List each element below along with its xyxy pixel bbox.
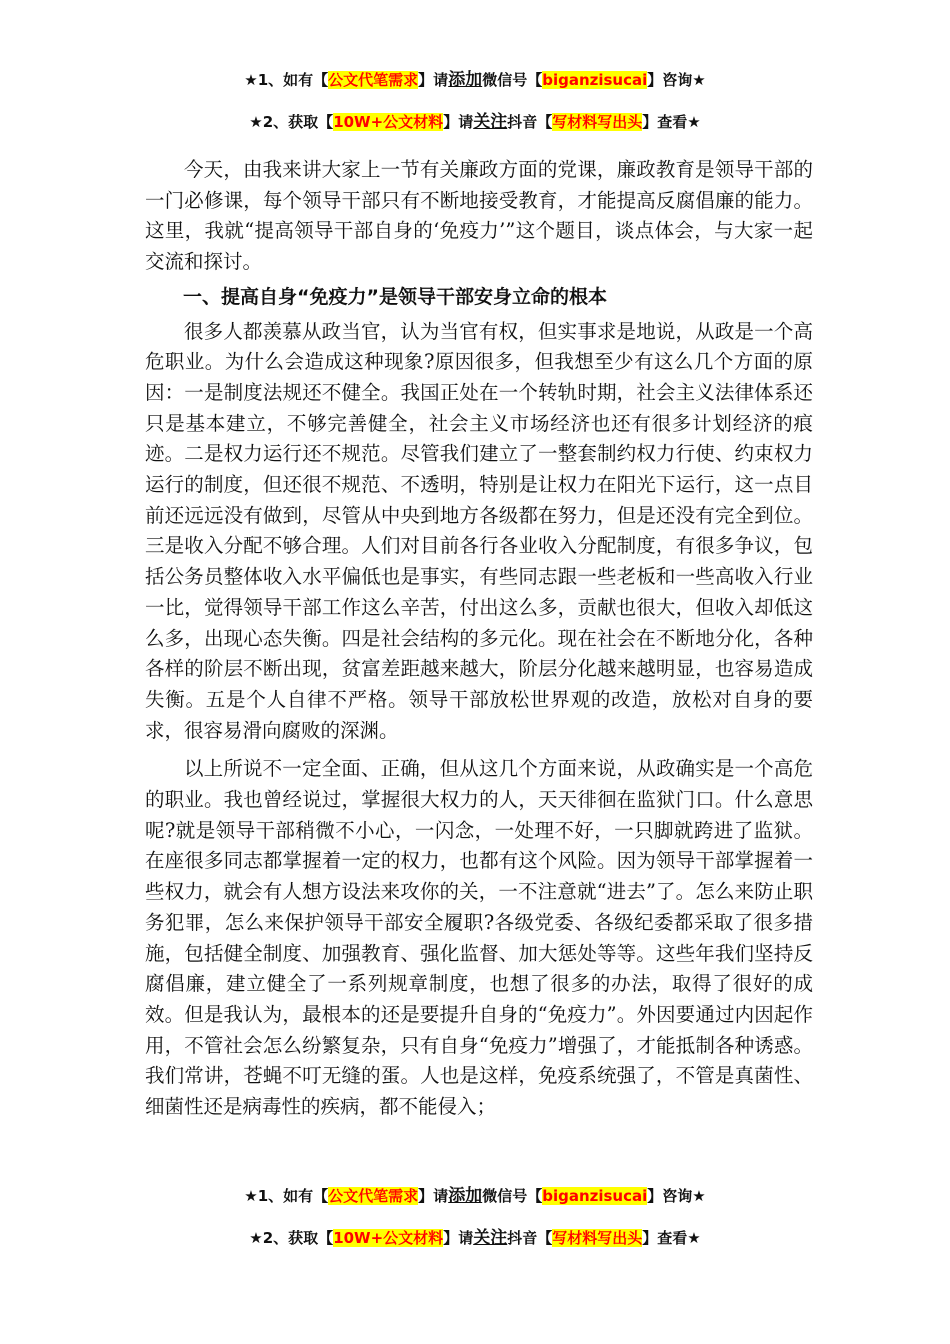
banner-text: 】请 — [418, 71, 449, 89]
banner-text: 】请 — [418, 1187, 449, 1205]
banner-highlight-wechat-id: biganzisucai — [542, 71, 648, 89]
top-banner-line-2 — [0, 110, 950, 134]
banner-text: 抖音【 — [507, 113, 553, 131]
banner-text: ★1、如有【 — [244, 71, 329, 89]
banner-text: 】查看★ — [642, 1229, 701, 1247]
banner-text: 】咨询★ — [647, 71, 706, 89]
banner-text: ★2、获取【 — [249, 1229, 334, 1247]
bottom-banner-line-2 — [0, 1226, 950, 1250]
banner-highlight-douyin-name: 写材料写出头 — [552, 113, 643, 131]
banner-text: ★2、获取【 — [249, 113, 334, 131]
banner-highlight-douyin-name: 写材料写出头 — [552, 1229, 643, 1247]
banner-highlight: 公文代笔需求 — [328, 71, 419, 89]
banner-text: 】咨询★ — [647, 1187, 706, 1205]
paragraph-intro: 今天，由我来讲大家上一节有关廉政方面的党课，廉政教育是领导干部的一门必修课，每个领导干部只有不断地接受教育，才能提高反腐倡廉的能力。这里，我就“提高领导干部自身的‘免疫力’”这个题目，谈点体会，与大家一起交流和探讨。 — [145, 158, 813, 274]
banner-underline-text: 添加 — [448, 1186, 483, 1206]
banner-underline-text: 关注 — [473, 112, 508, 132]
paragraph-causes: 很多人都羡慕从政当官，认为当官有权，但实事求是地说，从政是一个高危职业。为什么会造成这种现象?原因很多，但我想至少有这么几个方面的原因：一是制度法规还不健全。我国正处在一个转轨时期，社会主义法律体系还只是基本建立，不够完善健全，社会主义市场经济也还有很多计划经济的痕迹。二是权力运行还不规范。尽管我们建立了一整套制约权力行使、约束权力运行的制度，但还很不规范、不透明，特别是让权力在阳光下运行，这一点目前还远远没有做到，尽管从中央到地方各级都在努力，但是还没有完全到位。三是收入分配不够合理。人们对目前各行各业收入分配制度，有很多争议，包括公务员整体收入水平偏低也是事实，有些同志跟一些老板和一些高收入行业一比，觉得领导干部工作这么辛苦，付出这么多，贡献也很大，但收入却低这么多，出现心态失衡。四是社会结构的多元化。现在社会在不断地分化，各种各样的阶层不断出现，贫富差距越来越大，阶层分化越来越明显，也容易造成失衡。五是个人自律不严格。领导干部放松世界观的改造，放松对自身的要求，很容易滑向腐败的深渊。 — [145, 319, 813, 742]
banner-highlight-wechat-id: biganzisucai — [542, 1187, 648, 1205]
banner-underline-text: 添加 — [448, 70, 483, 90]
banner-highlight: 10W+公文材料 — [333, 113, 444, 131]
top-banner-line-1 — [0, 68, 950, 92]
banner-highlight: 公文代笔需求 — [328, 1187, 419, 1205]
banner-text: 】查看★ — [642, 113, 701, 131]
banner-underline-text: 关注 — [473, 1228, 508, 1248]
banner-text: 】请 — [443, 113, 474, 131]
banner-text: 微信号【 — [482, 1187, 543, 1205]
banner-highlight: 10W+公文材料 — [333, 1229, 444, 1247]
banner-text: 】请 — [443, 1229, 474, 1247]
paragraph-immunity: 以上所说不一定全面、正确，但从这几个方面来说，从政确实是一个高危的职业。我也曾经说过，掌握很大权力的人，天天徘徊在监狱门口。什么意思呢?就是领导干部稍微不小心，一闪念，一处理不好，一只脚就跨进了监狱。在座很多同志都掌握着一定的权力，也都有这个风险。因为领导干部掌握着一些权力，就会有人想方设法来攻你的关，一不注意就“进去”了。怎么来防止职务犯罪，怎么来保护领导干部安全履职?各级党委、各级纪委都采取了很多措施，包括健全制度、加强教育、强化监督、加大惩处等等。这些年我们坚持反腐倡廉，建立健全了一系列规章制度，也想了很多的办法，取得了很好的成效。但是我认为，最根本的还是要提升自身的“免疫力”。外因要通过内因起作用，不管社会怎么纷繁复杂，只有自身“免疫力”增强了，才能抵制各种诱惑。我们常讲，苍蝇不叮无缝的蛋。人也是这样，免疫系统强了，不管是真菌性、细菌性还是病毒性的疾病，都不能侵入； — [145, 757, 813, 1119]
bottom-banner-line-1 — [0, 1184, 950, 1208]
banner-text: ★1、如有【 — [244, 1187, 329, 1205]
document-body — [145, 155, 813, 1123]
banner-text: 微信号【 — [482, 71, 543, 89]
banner-text: 抖音【 — [507, 1229, 553, 1247]
section-heading-1: 一、提高自身“免疫力”是领导干部安身立命的根本 — [183, 285, 607, 308]
